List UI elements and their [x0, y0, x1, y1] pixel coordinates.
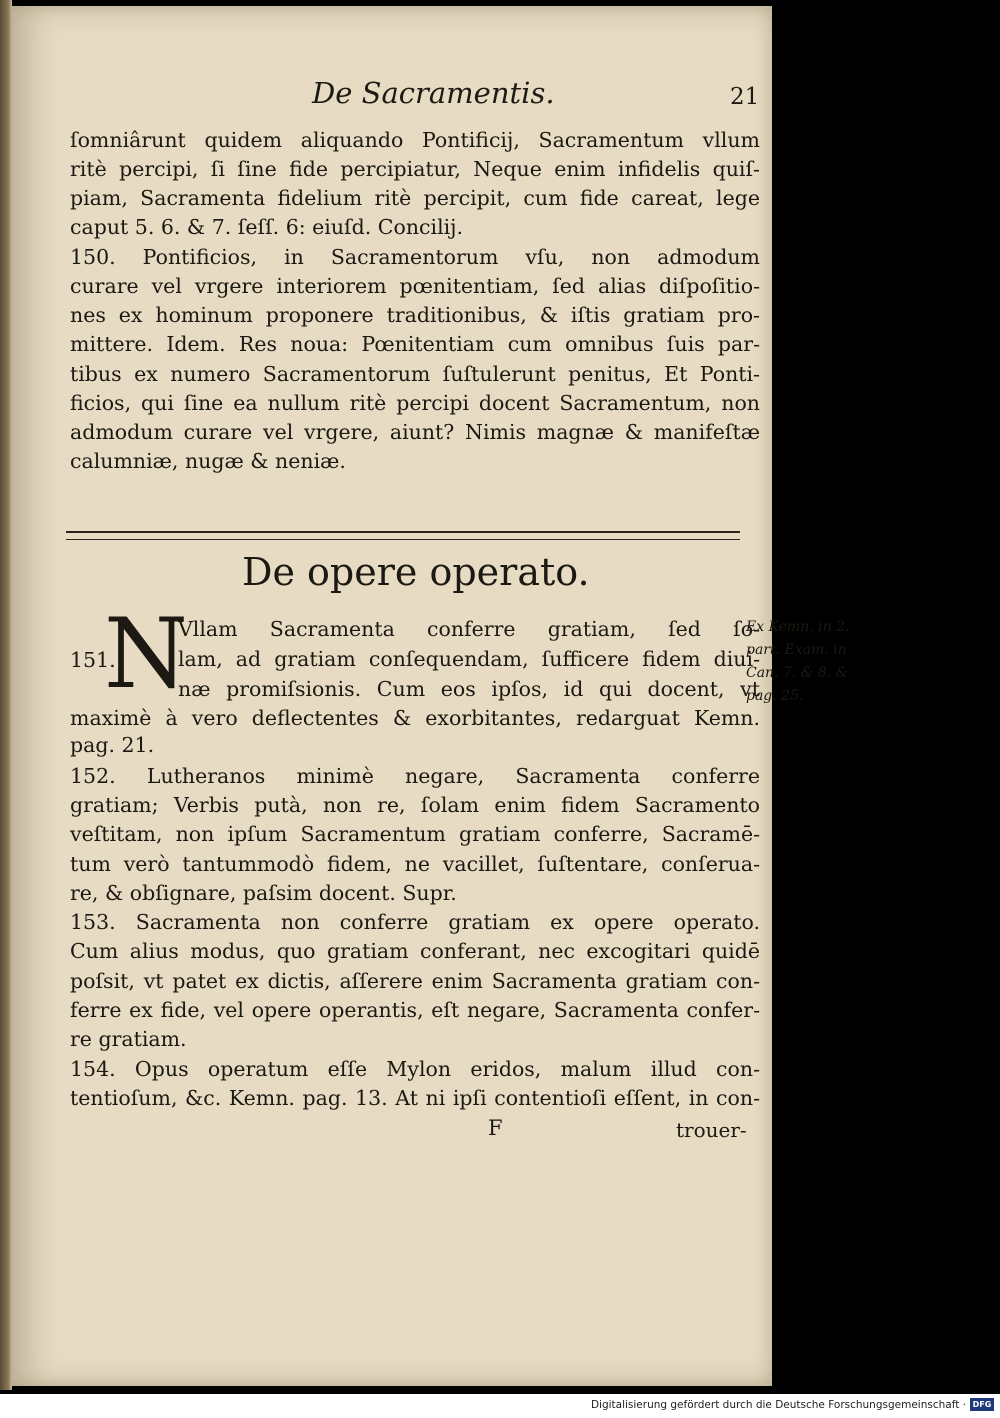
text-line: ferre ex fide, vel opere operantis, eſt negare, Sacramenta confer-	[70, 998, 760, 1022]
text-line: pag. 21.	[70, 733, 155, 757]
book-spine-edge	[0, 0, 12, 1390]
text-line: næ promiſsionis. Cum eos ipſos, id qui docent, vt	[178, 677, 760, 701]
text-line: re, & obſignare, paſsim docent. Supr.	[70, 881, 457, 905]
page-number: 21	[730, 84, 760, 110]
text-line: 154. Opus operatum eſſe Mylon eridos, malum illud con-	[70, 1057, 760, 1081]
marginal-note-line: Can. 7. & 8. &	[746, 665, 848, 681]
text-line: ritè percipi, ſi ſine fide percipiatur, Neque enim infidelis quiſ-	[70, 157, 760, 181]
running-head: De Sacramentis.	[312, 76, 555, 110]
text-line: 150. Pontificios, in Sacramentorum vſu, non admodum	[70, 245, 760, 269]
marginal-note-line: part. Exam. in	[746, 642, 847, 658]
text-line: Vllam Sacramenta conferre gratiam, ſed ſo-	[178, 617, 760, 641]
text-line: tibus ex numero Sacramentorum ſuſtulerunt penitus, Et Ponti-	[70, 362, 760, 386]
section-divider	[66, 531, 740, 540]
text-line: curare vel vrgere interiorem pœnitentiam, ſed alias diſpoſitio-	[70, 274, 760, 298]
text-line: mittere. Idem. Res noua: Pœnitentiam cum omnibus ſuis par-	[70, 332, 760, 356]
section-title: De opere operato.	[242, 550, 590, 594]
dfg-logo: DFG	[970, 1398, 994, 1411]
text-line: tum verò tantummodò fidem, ne vacillet, ſuſtentare, conſerua-	[70, 852, 760, 876]
text-line: nes ex hominum proponere traditionibus, & iſtis gratiam pro-	[70, 303, 760, 327]
text-line: tentioſum, &c. Kemn. pag. 13. At ni ipſi contentioſi eſſent, in con-	[70, 1086, 760, 1110]
text-line: veſtitam, non ipſum Sacramentum gratiam conferre, Sacramē-	[70, 822, 760, 846]
marginal-note-line: pag. 25.	[746, 688, 804, 704]
text-line: 152. Lutheranos minimè negare, Sacramenta conferre	[70, 764, 760, 788]
paragraph-number: 151.	[70, 648, 116, 672]
catchword: trouer-	[676, 1118, 747, 1142]
text-line: Cum alius modus, quo gratiam conferant, nec excogitari quidē	[70, 939, 760, 963]
text-line: ſomniârunt quidem aliquando Pontificij, Sacramentum vllum	[70, 128, 760, 152]
signature-mark: F	[488, 1116, 503, 1140]
text-line: re gratiam.	[70, 1027, 187, 1051]
text-line: ficios, qui ſine ea nullum ritè percipi docent Sacramentum, non	[70, 391, 760, 415]
drop-cap: N	[104, 598, 188, 710]
text-line: calumniæ, nugæ & neniæ.	[70, 449, 346, 473]
text-line: 153. Sacramenta non conferre gratiam ex opere operato.	[70, 910, 760, 934]
text-line: gratiam; Verbis putà, non re, ſolam enim fidem Sacramento	[70, 793, 760, 817]
marginal-note-line: Ex Kemn. in 2.	[746, 619, 850, 635]
text-line: piam, Sacramenta fidelium ritè percipit, cum fide careat, lege	[70, 186, 760, 210]
text-line: maximè à vero deflectentes & exorbitantes, redarguat Kemn.	[70, 706, 760, 730]
text-line: admodum curare vel vrgere, aiunt? Nimis magnæ & manifeſtæ	[70, 420, 760, 444]
text-line: poſsit, vt patet ex dictis, aſſerere enim Sacramenta gratiam con-	[70, 969, 760, 993]
digitization-credit: Digitalisierung gefördert durch die Deutsche Forschungsgemeinschaft ·	[590, 1399, 966, 1411]
text-line: caput 5. 6. & 7. ſeſſ. 6: eiuſd. Concilij.	[70, 215, 464, 239]
text-line: lam, ad gratiam conſequendam, ſufficere fidem diui-	[178, 647, 760, 671]
